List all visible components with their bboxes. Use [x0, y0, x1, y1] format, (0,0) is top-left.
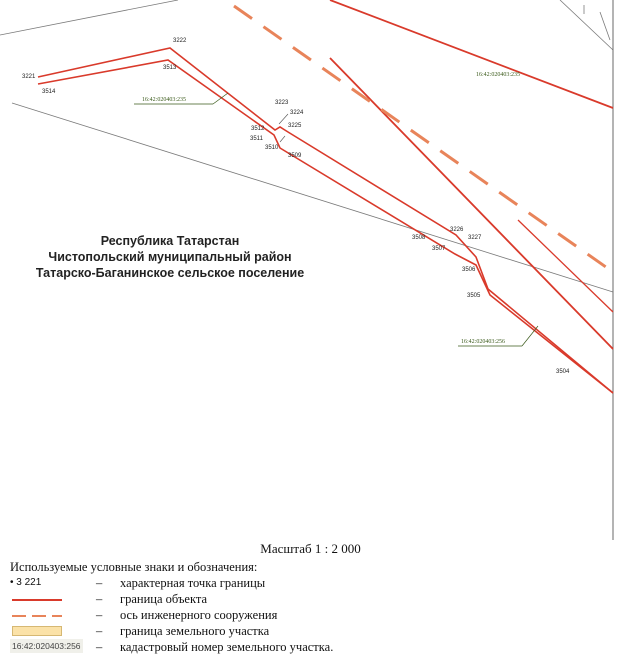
boundary-point-label: 3224: [290, 110, 304, 116]
legend-description: характерная точка границы: [120, 576, 266, 590]
boundary-point-label: 3504: [556, 369, 570, 375]
region-name: Республика Татарстан: [100, 234, 240, 248]
point-leader-line: [279, 114, 288, 124]
legend-dash: –: [96, 576, 103, 590]
parcel-boundary-line: [600, 12, 610, 40]
legend-item-object-boundary: [10, 591, 610, 607]
legend-description: граница объекта: [120, 592, 208, 606]
cadastral-leader-line: [213, 93, 228, 104]
boundary-point-label: 3227: [468, 235, 482, 241]
point-leader-line: [280, 136, 285, 142]
legend-dash: –: [96, 624, 103, 638]
legend-item-land-parcel: [10, 623, 610, 639]
boundary-point-label: 3508: [412, 235, 426, 241]
legend-item-point: [10, 575, 610, 591]
boundary-point-symbol: • 3 221: [10, 577, 42, 588]
legend-symbol-land-parcel: [10, 623, 70, 639]
legend-description: ось инженерного сооружения: [120, 608, 278, 622]
legend-symbol-cadastral-number: [10, 639, 81, 655]
object-boundary-polygon: [38, 48, 613, 393]
legend-dash: –: [96, 640, 103, 654]
boundary-point-label: 3506: [462, 267, 476, 273]
boundary-point-label: 3221: [22, 74, 36, 80]
cadastral-leader-line: [522, 326, 538, 346]
district-name: Чистопольский муниципальный район: [48, 250, 292, 264]
boundary-point-label: 3226: [450, 227, 464, 233]
legend-dash: –: [96, 592, 103, 606]
legend-symbol-point: [10, 575, 70, 591]
cadastral-number-symbol: 16:42:020403:256: [12, 641, 81, 651]
cadastral-number-label: 16:42:020403:256: [461, 339, 506, 345]
legend-dash: –: [96, 608, 103, 622]
boundary-point-label: 3225: [288, 123, 302, 129]
object-boundary-line: [330, 0, 613, 108]
settlement-name: Татарско-Баганинское сельское поселение: [35, 266, 305, 280]
legend-item-cadastral-number: [10, 639, 610, 655]
legend: [10, 559, 610, 655]
boundary-point-label: 3511: [250, 136, 263, 142]
boundary-point-label: 3513: [163, 65, 177, 71]
boundary-point-label: 3505: [467, 293, 481, 299]
legend-symbol-object-boundary: [10, 591, 70, 607]
legend-item-engineering-axis: [10, 607, 610, 623]
cadastral-number-label: 16:42:020403:235: [142, 97, 187, 103]
boundary-point-label: 3509: [288, 153, 302, 159]
boundary-point-label: 3507: [432, 246, 446, 252]
boundary-point-label: 3223: [275, 100, 289, 106]
legend-symbol-engineering-axis: [10, 607, 70, 623]
map-scale: Масштаб 1 : 2 000: [260, 541, 361, 556]
legend-title: Используемые условные знаки и обозначения:: [10, 560, 258, 574]
object-boundary-polygon: [38, 60, 613, 393]
legend-description: граница земельного участка: [120, 624, 270, 638]
parcel-boundary-line: [0, 0, 178, 35]
legend-description: кадастровый номер земельного участка.: [120, 640, 334, 654]
boundary-point-label: 3512: [251, 126, 265, 132]
boundary-point-label: 3222: [173, 38, 187, 44]
cadastral-number-label: 16:42:020403:235: [476, 72, 521, 78]
boundary-point-label: 3510: [265, 145, 279, 151]
boundary-point-label: 3514: [42, 89, 56, 95]
